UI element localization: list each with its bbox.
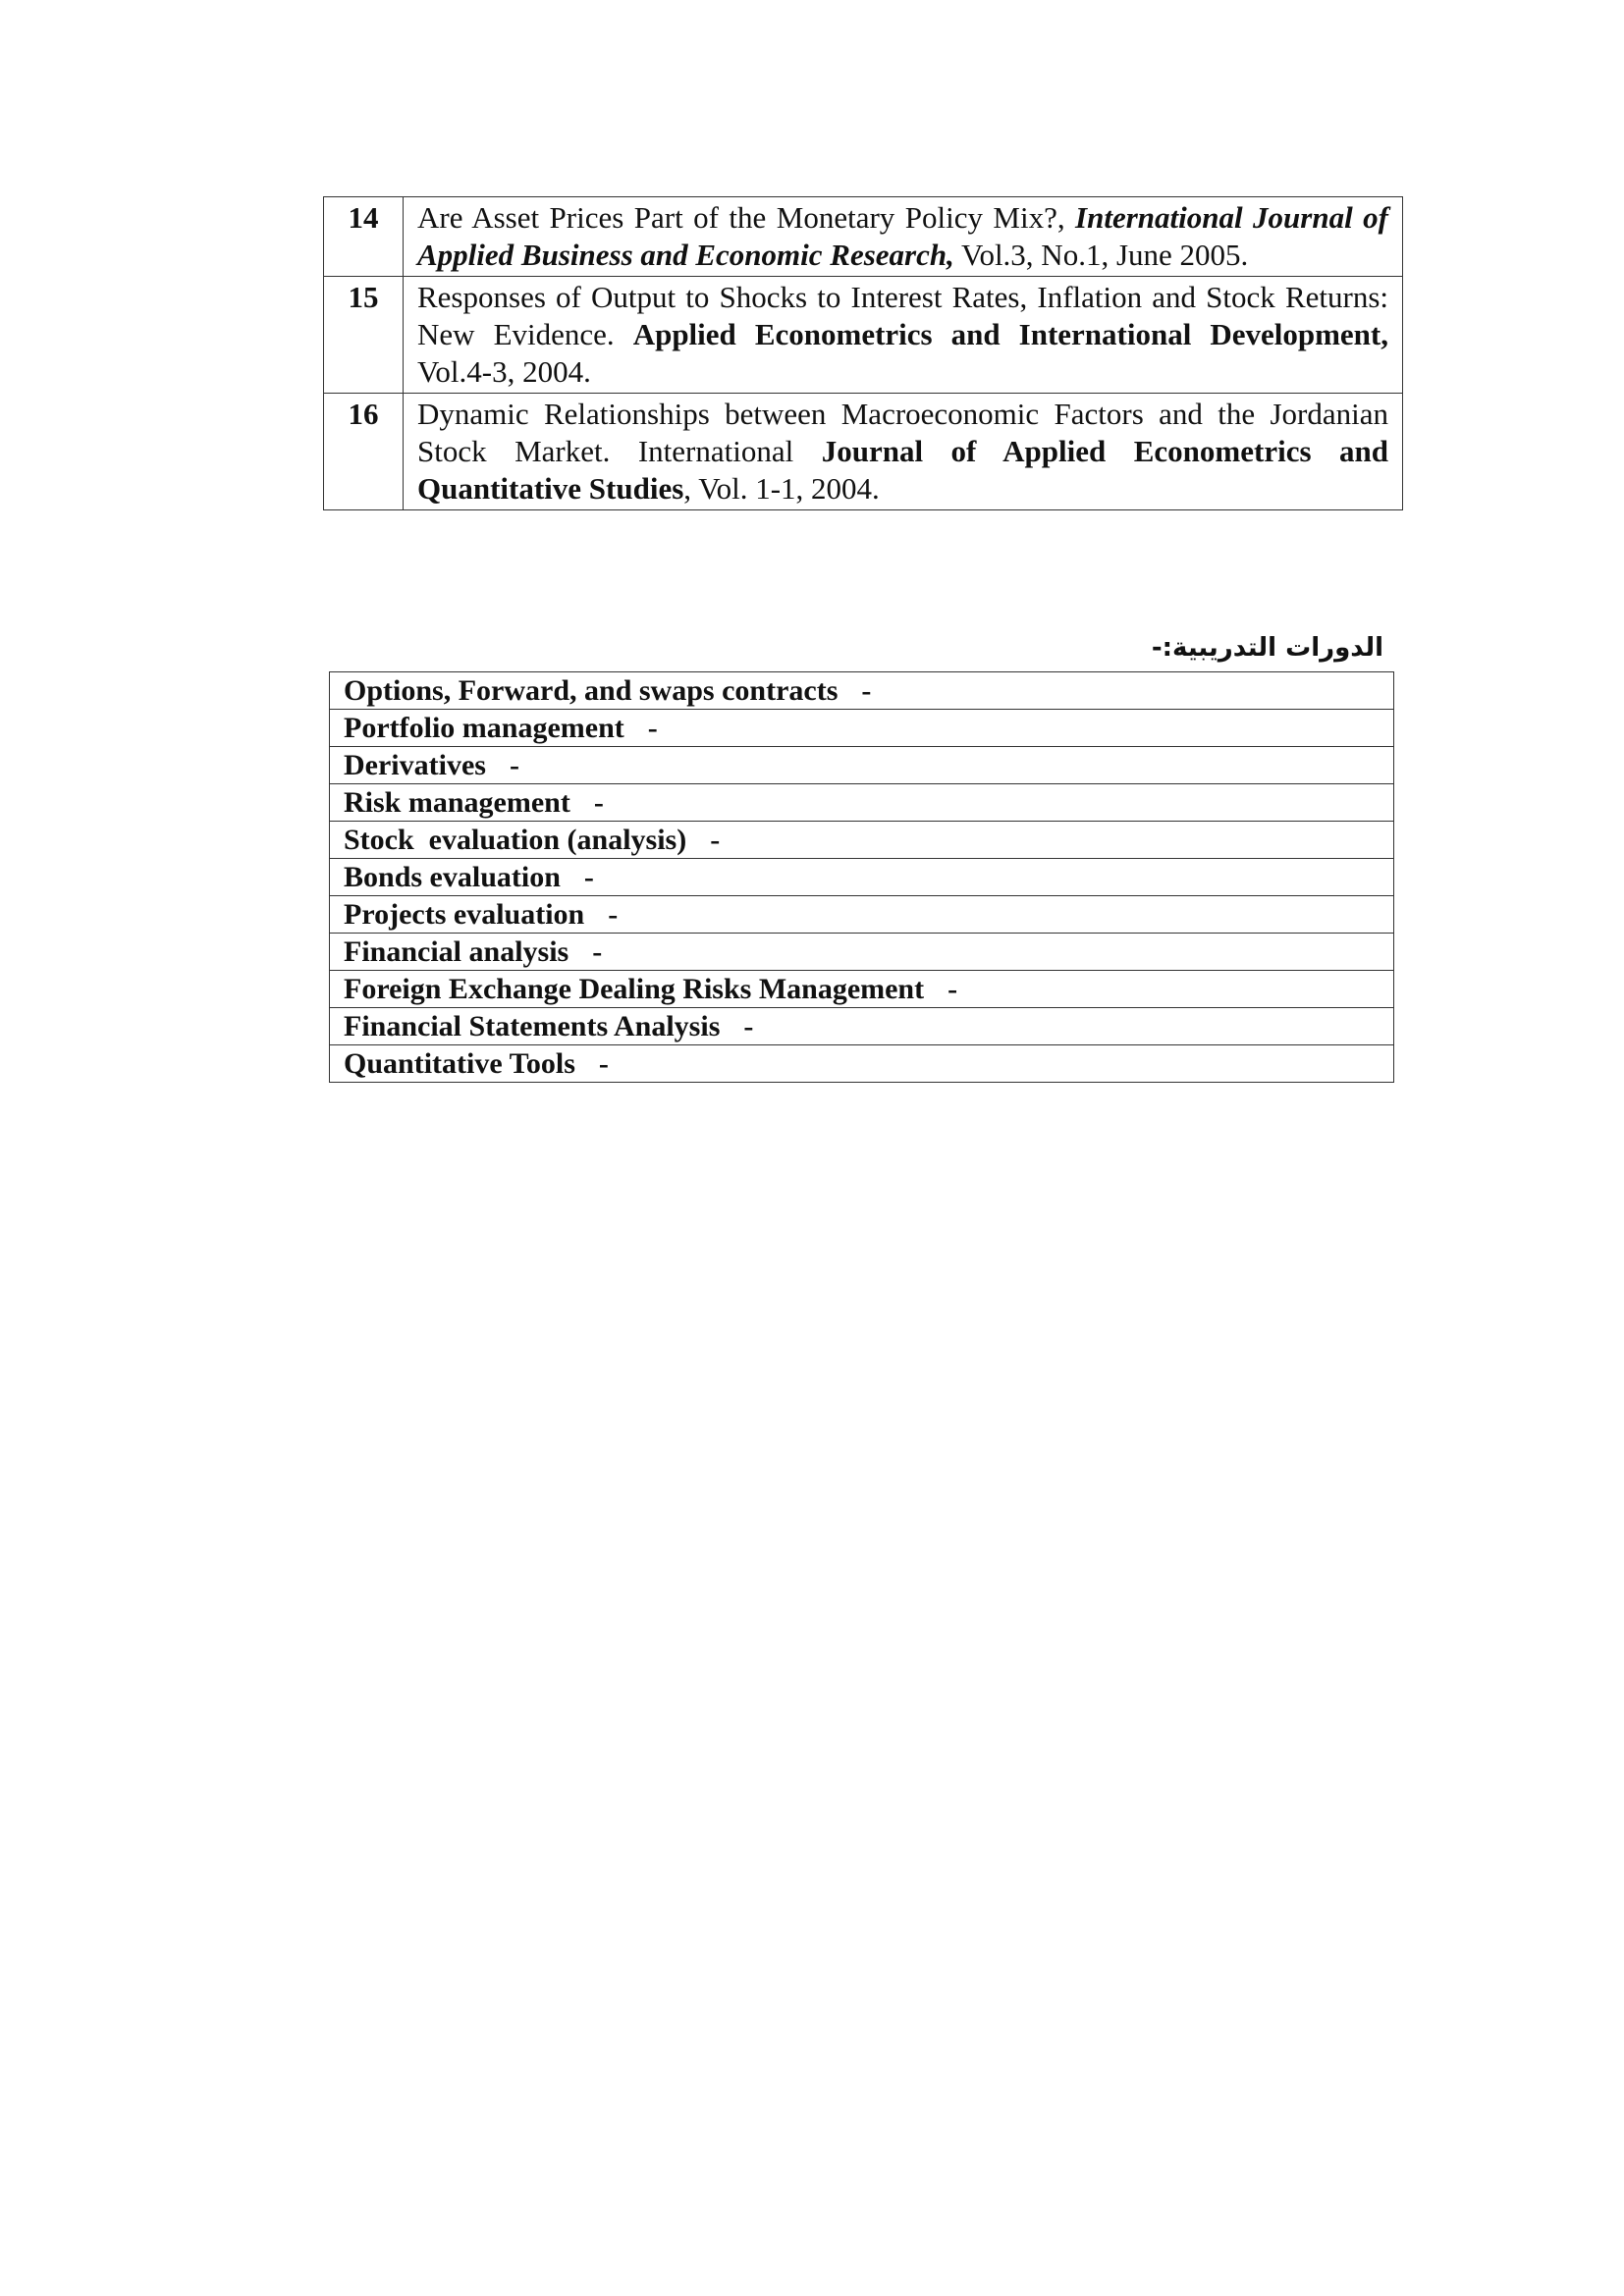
dash-marker: - bbox=[608, 898, 619, 931]
course-row bbox=[330, 1045, 1394, 1083]
publication-number: 14 bbox=[324, 197, 404, 277]
course-cell bbox=[330, 1045, 1394, 1083]
publication-citation bbox=[404, 394, 1403, 510]
course-label: Quantitative Tools bbox=[344, 1047, 575, 1080]
publications-table bbox=[323, 196, 1403, 510]
course-row bbox=[330, 934, 1394, 971]
dash-marker: - bbox=[583, 861, 594, 893]
dash-marker: - bbox=[710, 824, 721, 856]
course-label: Bonds evaluation bbox=[344, 861, 561, 893]
dash-marker: - bbox=[592, 935, 603, 968]
course-label: Options, Forward, and swaps contracts bbox=[344, 674, 839, 707]
course-row bbox=[330, 859, 1394, 896]
training-courses-heading: الدورات التدريبية:- bbox=[1151, 633, 1383, 663]
journal-name: Applied Econometrics and International Development, bbox=[632, 317, 1388, 351]
publication-title: Are Asset Prices Part of the Monetary Policy Mix?, bbox=[417, 200, 1076, 235]
course-label: Financial Statements Analysis bbox=[344, 1010, 721, 1042]
course-cell bbox=[330, 784, 1394, 822]
publication-citation bbox=[404, 197, 1403, 277]
course-label: Portfolio management bbox=[344, 712, 624, 744]
publication-number: 15 bbox=[324, 277, 404, 394]
course-cell bbox=[330, 710, 1394, 747]
course-cell bbox=[330, 934, 1394, 971]
course-row bbox=[330, 1008, 1394, 1045]
course-cell bbox=[330, 672, 1394, 710]
course-cell bbox=[330, 859, 1394, 896]
course-label: Projects evaluation bbox=[344, 898, 585, 931]
dash-marker: - bbox=[509, 749, 519, 781]
publication-details: Vol.4-3, 2004. bbox=[417, 354, 591, 389]
publication-row bbox=[324, 394, 1403, 510]
publication-details: , Vol. 1-1, 2004. bbox=[683, 471, 880, 506]
dash-marker: - bbox=[743, 1010, 754, 1042]
course-row bbox=[330, 822, 1394, 859]
course-row bbox=[330, 672, 1394, 710]
publication-row bbox=[324, 277, 1403, 394]
publication-row bbox=[324, 197, 1403, 277]
journal-name: International Journal of Applied Business and Economic Research, bbox=[417, 200, 1388, 272]
course-cell bbox=[330, 822, 1394, 859]
publication-citation bbox=[404, 277, 1403, 394]
course-label: Foreign Exchange Dealing Risks Management bbox=[344, 973, 925, 1005]
dash-marker: - bbox=[598, 1047, 609, 1080]
course-label: Stock evaluation (analysis) bbox=[344, 824, 687, 856]
dash-marker: - bbox=[861, 674, 872, 707]
course-label: Risk management bbox=[344, 786, 570, 819]
course-label: Derivatives bbox=[344, 749, 486, 781]
publication-title: Responses of Output to Shocks to Interest Rates, Inflation and Stock Returns: New Evidence. bbox=[417, 280, 1388, 351]
course-label: Financial analysis bbox=[344, 935, 569, 968]
course-row bbox=[330, 784, 1394, 822]
training-courses-table bbox=[329, 671, 1394, 1083]
course-row bbox=[330, 710, 1394, 747]
course-cell bbox=[330, 971, 1394, 1008]
course-cell bbox=[330, 896, 1394, 934]
course-row bbox=[330, 896, 1394, 934]
publication-title: Dynamic Relationships between Macroeconomic Factors and the Jordanian Stock Market. International bbox=[417, 397, 1388, 468]
journal-name: Journal of Applied Econometrics and Quantitative Studies bbox=[417, 434, 1388, 506]
dash-marker: - bbox=[947, 973, 958, 1005]
course-cell bbox=[330, 1008, 1394, 1045]
publication-number: 16 bbox=[324, 394, 404, 510]
course-row bbox=[330, 971, 1394, 1008]
course-row bbox=[330, 747, 1394, 784]
dash-marker: - bbox=[593, 786, 604, 819]
course-cell bbox=[330, 747, 1394, 784]
publication-details: Vol.3, No.1, June 2005. bbox=[953, 238, 1249, 272]
dash-marker: - bbox=[647, 712, 658, 744]
